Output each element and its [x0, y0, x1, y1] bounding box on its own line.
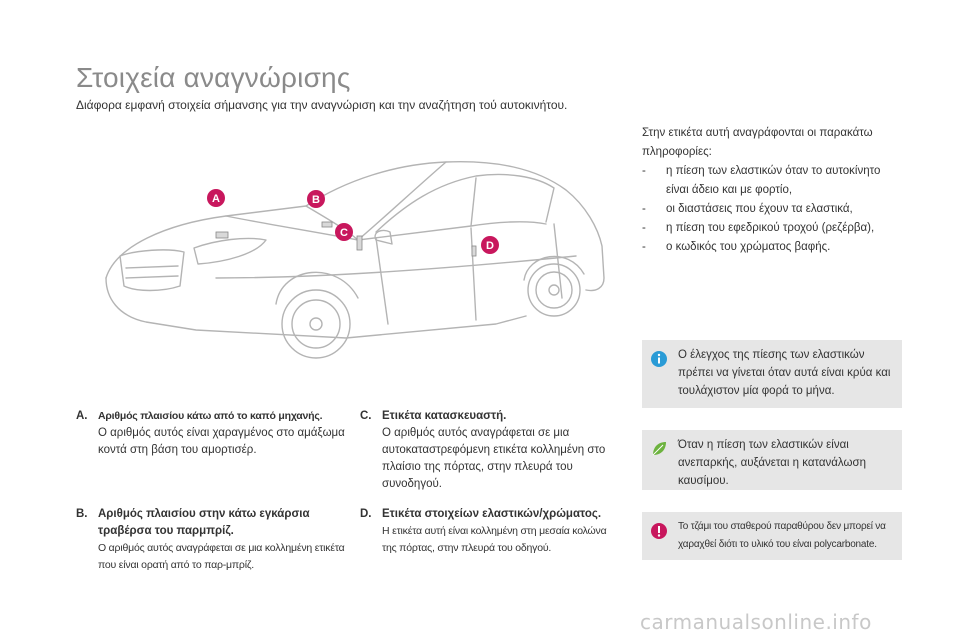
svg-text:D: D	[486, 240, 494, 252]
eco-note-text: Όταν η πίεση των ελαστικών είναι ανεπαρκής, αυξάνεται η κατανάλωση καυσίμου.	[678, 439, 866, 487]
eco-note	[642, 430, 902, 490]
label-title: Ετικέτα στοιχείων ελαστικών/χρώματος.	[382, 508, 602, 520]
marker-d	[481, 236, 499, 254]
warning-note-text: Το τζάμι του σταθερού παραθύρου δεν μπορεί να χαραχθεί διότι το υλικό του είναι polycarbonate.	[678, 521, 886, 550]
label-d	[360, 506, 622, 557]
svg-text:B: B	[312, 194, 320, 206]
label-letter: B.	[76, 508, 88, 520]
label-a	[76, 408, 346, 459]
svg-text:A: A	[212, 193, 220, 205]
svg-text:C: C	[340, 227, 348, 239]
info-note-text: Ο έλεγχος της πίεσης των ελαστικών πρέπει να γίνεται όταν αυτά είναι κρύα και τουλάχιστον μία φορά το μήνα.	[678, 349, 891, 397]
label-body: Η ετικέτα αυτή είναι κολλημένη στη μεσαία κολώνα της πόρτας, στην πλευρά του οδηγού.	[382, 525, 607, 554]
leaf-icon	[650, 440, 668, 458]
info-intro: Στην ετικέτα αυτή αναγράφονται οι παρακάτω πληροφορίες:	[642, 127, 873, 158]
warning-icon	[650, 522, 668, 540]
label-b	[76, 506, 346, 574]
marker-a	[207, 189, 225, 207]
label-letter: D.	[360, 508, 372, 520]
tyre-label-info	[642, 124, 902, 257]
car-illustration	[76, 128, 616, 380]
warning-note	[642, 512, 902, 560]
page-title: Στοιχεία αναγνώρισης	[76, 62, 351, 93]
label-body: Ο αριθμός αυτός αναγράφεται σε μια κολλημένη ετικέτα που είναι ορατή από το παρ-μπρίζ.	[98, 542, 345, 571]
info-icon	[650, 350, 668, 368]
label-body: Ο αριθμός αυτός είναι χαραγμένος στο αμάξωμα κοντά στη βάση του αμορτισέρ.	[98, 427, 345, 456]
info-list	[642, 162, 902, 257]
label-c	[360, 408, 622, 493]
watermark: carmanualsonline.info	[640, 610, 872, 634]
page-subtitle: Διάφορα εμφανή στοιχεία σήμανσης για την αναγνώριση και την αναζήτηση τού αυτοκινήτου.	[76, 98, 568, 112]
info-note	[642, 340, 902, 408]
list-item: - ο κωδικός του χρώματος βαφής.	[642, 241, 831, 253]
car-diagram	[76, 128, 616, 380]
label-body: Ο αριθμός αυτός αναγράφεται σε μια αυτοκαταστρεφόμενη ετικέτα κολλημένη στο πλαίσιο της πόρτας, στην πλευρά του συνοδηγού.	[382, 427, 606, 490]
label-title: Αριθμός πλαισίου κάτω από το καπό μηχανής.	[98, 410, 323, 422]
label-letter: A.	[76, 410, 88, 422]
label-letter: C.	[360, 410, 372, 422]
list-item: - η πίεση του εφεδρικού τροχού (ρεζέρβα),	[642, 222, 875, 234]
label-title: Αριθμός πλαισίου στην κάτω εγκάρσια τραβέρσα του παρμπρίζ.	[98, 508, 310, 537]
list-item: - οι διαστάσεις που έχουν τα ελαστικά,	[642, 203, 853, 215]
label-title: Ετικέτα κατασκευαστή.	[382, 410, 507, 422]
list-item: - η πίεση των ελαστικών όταν το αυτοκίνητο είναι άδειο και με φορτίο,	[642, 165, 881, 196]
marker-b	[307, 190, 325, 208]
marker-c	[335, 223, 353, 241]
